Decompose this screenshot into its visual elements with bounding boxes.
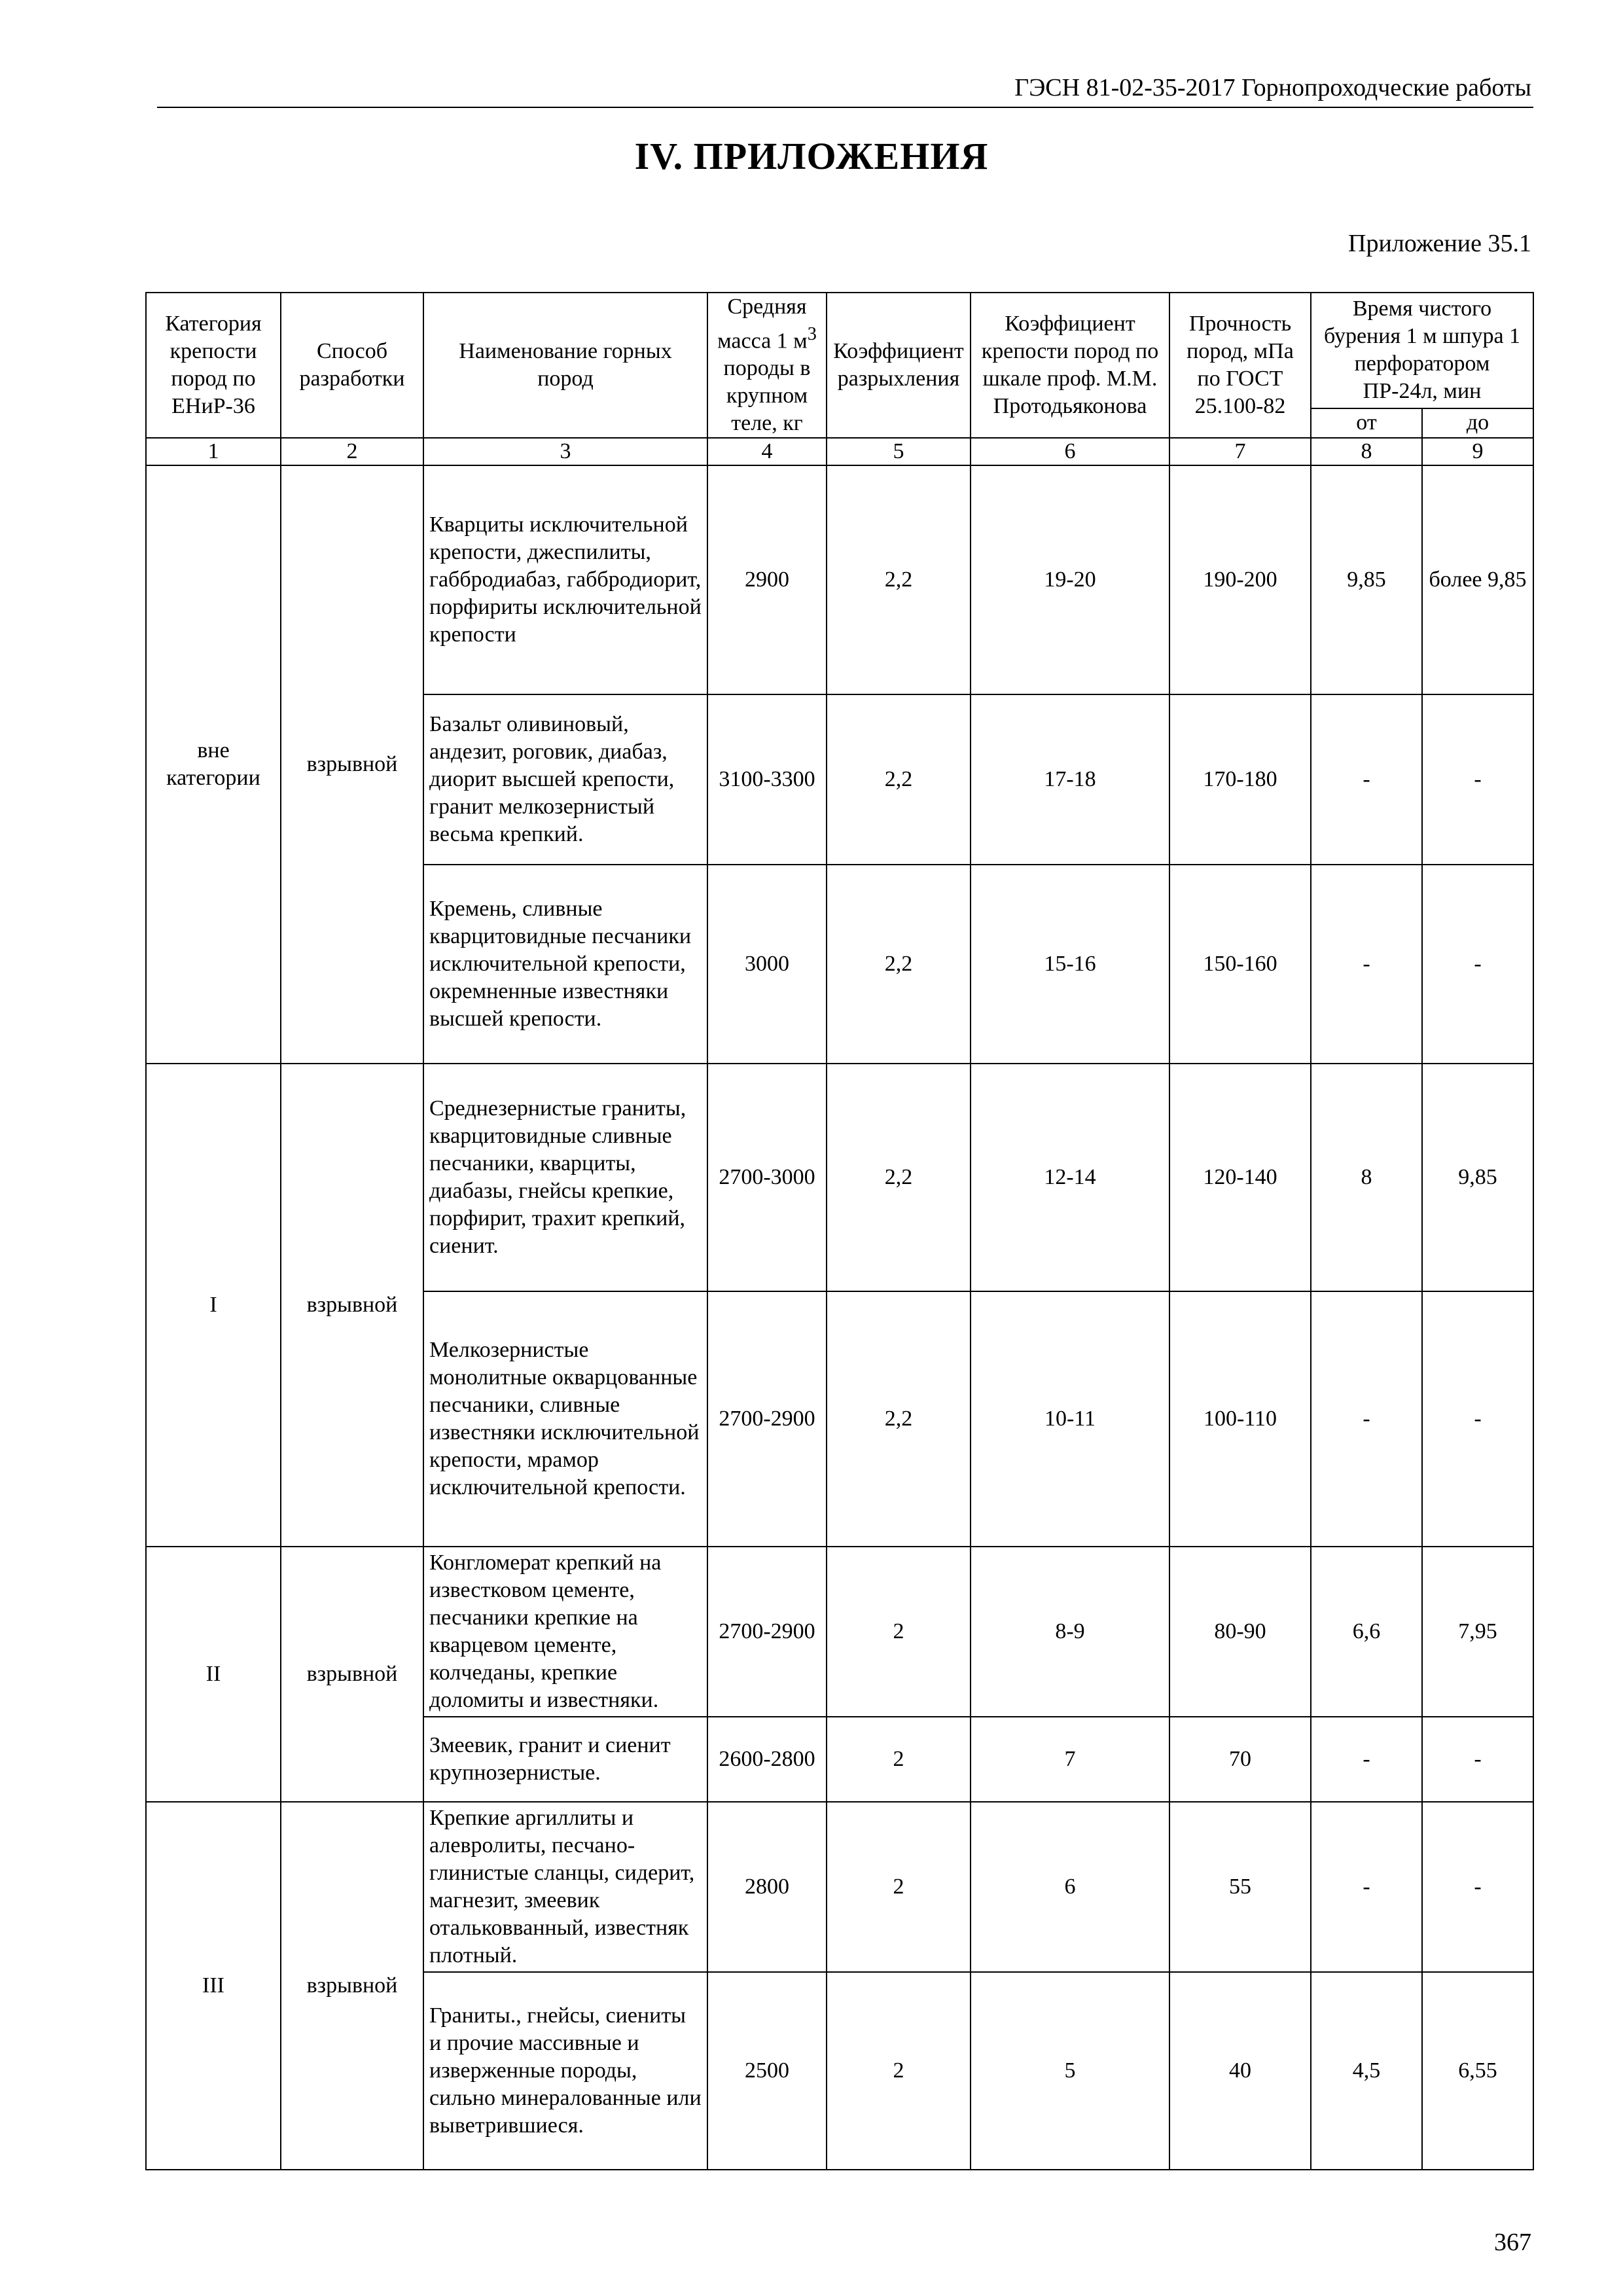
mass-cell: 2500 bbox=[707, 1972, 827, 2170]
rock-name-cell: Кварциты исключительной крепости, джеспилиты, габбродиабаз, габбродиорит, порфириты исключительной крепости bbox=[423, 465, 707, 694]
strength-cell: 120-140 bbox=[1169, 1064, 1311, 1291]
column-number: 1 bbox=[146, 438, 281, 465]
coef-cell: 19-20 bbox=[971, 465, 1169, 694]
rock-name-cell: Змеевик, гранит и сиенит крупнозернистые. bbox=[423, 1717, 707, 1802]
strength-cell: 150-160 bbox=[1169, 865, 1311, 1064]
loosening-cell: 2 bbox=[827, 1972, 971, 2170]
time-from-cell: 4,5 bbox=[1311, 1972, 1422, 2170]
method-cell: взрывной bbox=[281, 1802, 423, 2170]
strength-cell: 170-180 bbox=[1169, 694, 1311, 865]
time-from-cell: - bbox=[1311, 1291, 1422, 1547]
method-cell: взрывной bbox=[281, 1064, 423, 1547]
running-header: ГЭСН 81-02-35-2017 Горнопроходческие работы bbox=[1014, 74, 1531, 101]
coef-cell: 15-16 bbox=[971, 865, 1169, 1064]
header-rock-name: Наименование горных пород bbox=[423, 293, 707, 438]
column-number: 3 bbox=[423, 438, 707, 465]
mass-cell: 3000 bbox=[707, 865, 827, 1064]
strength-cell: 40 bbox=[1169, 1972, 1311, 2170]
time-from-cell: 9,85 bbox=[1311, 465, 1422, 694]
time-to-cell: - bbox=[1422, 1291, 1533, 1547]
rock-name-cell: Среднезернистые граниты, кварцитовидные сливные песчаники, кварциты, диабазы, гнейсы крепкие, порфирит, трахит крепкий, сиенит. bbox=[423, 1064, 707, 1291]
column-number: 9 bbox=[1422, 438, 1533, 465]
coef-cell: 10-11 bbox=[971, 1291, 1169, 1547]
strength-cell: 100-110 bbox=[1169, 1291, 1311, 1547]
time-to-cell: более 9,85 bbox=[1422, 465, 1533, 694]
column-number: 4 bbox=[707, 438, 827, 465]
time-from-cell: - bbox=[1311, 1802, 1422, 1972]
category-cell: II bbox=[146, 1547, 281, 1802]
header-method: Способ разработки bbox=[281, 293, 423, 438]
mass-cell: 2900 bbox=[707, 465, 827, 694]
mass-cell: 3100-3300 bbox=[707, 694, 827, 865]
mass-cell: 2800 bbox=[707, 1802, 827, 1972]
header-drilling-time: Время чистого бурения 1 м шпура 1 перфоратором ПР-24л, мин bbox=[1311, 293, 1533, 408]
header-mass: Средняя масса 1 $м^3$ породы в крупном теле, кг bbox=[707, 293, 827, 438]
column-numbers-row bbox=[146, 438, 1533, 465]
time-from-cell: 6,6 bbox=[1311, 1547, 1422, 1717]
loosening-cell: 2,2 bbox=[827, 694, 971, 865]
coef-cell: 8-9 bbox=[971, 1547, 1169, 1717]
column-number: 6 bbox=[971, 438, 1169, 465]
table-row bbox=[146, 465, 1533, 694]
mass-cell: 2700-2900 bbox=[707, 1291, 827, 1547]
loosening-cell: 2,2 bbox=[827, 1064, 971, 1291]
table-row bbox=[146, 1547, 1533, 1717]
time-from-cell: - bbox=[1311, 1717, 1422, 1802]
time-to-cell: 7,95 bbox=[1422, 1547, 1533, 1717]
mass-cell: 2600-2800 bbox=[707, 1717, 827, 1802]
time-to-cell: 6,55 bbox=[1422, 1972, 1533, 2170]
time-to-cell: - bbox=[1422, 1717, 1533, 1802]
column-number: 2 bbox=[281, 438, 423, 465]
header-strength: Прочность пород, мПа по ГОСТ 25.100-82 bbox=[1169, 293, 1311, 438]
coef-cell: 5 bbox=[971, 1972, 1169, 2170]
category-cell: III bbox=[146, 1802, 281, 2170]
rock-name-cell: Конгломерат крепкий на известковом цементе, песчаники крепкие на кварцевом цементе, колчеданы, крепкие доломиты и известняки. bbox=[423, 1547, 707, 1717]
loosening-cell: 2,2 bbox=[827, 1291, 971, 1547]
rock-name-cell: Мелкозернистые монолитные окварцованные песчаники, сливные известняки исключительной крепости, мрамор исключительной крепости. bbox=[423, 1291, 707, 1547]
rock-name-cell: Базальт оливиновый, андезит, роговик, диабаз, диорит высшей крепости, гранит мелкозернистый весьма крепкий. bbox=[423, 694, 707, 865]
category-cell: I bbox=[146, 1064, 281, 1547]
header-from: от bbox=[1311, 408, 1422, 439]
rock-name-cell: Граниты., гнейсы, сиениты и прочие массивные и изверженные породы, сильно минералованные или выветрившиеся. bbox=[423, 1972, 707, 2170]
time-to-cell: - bbox=[1422, 1802, 1533, 1972]
loosening-cell: 2,2 bbox=[827, 865, 971, 1064]
time-to-cell: 9,85 bbox=[1422, 1064, 1533, 1291]
loosening-cell: 2 bbox=[827, 1717, 971, 1802]
table-row bbox=[146, 1064, 1533, 1291]
loosening-cell: 2,2 bbox=[827, 465, 971, 694]
strength-cell: 190-200 bbox=[1169, 465, 1311, 694]
column-number: 7 bbox=[1169, 438, 1311, 465]
coef-cell: 7 bbox=[971, 1717, 1169, 1802]
coef-cell: 6 bbox=[971, 1802, 1169, 1972]
rock-name-cell: Крепкие аргиллиты и алевролиты, песчано-глинистые сланцы, сидерит, магнезит, змеевик отальковванный, известняк плотный. bbox=[423, 1802, 707, 1972]
column-number: 8 bbox=[1311, 438, 1422, 465]
header-category: Категория крепости пород по ЕНиР-36 bbox=[146, 293, 281, 438]
loosening-cell: 2 bbox=[827, 1547, 971, 1717]
strength-cell: 80-90 bbox=[1169, 1547, 1311, 1717]
strength-cell: 70 bbox=[1169, 1717, 1311, 1802]
time-from-cell: 8 bbox=[1311, 1064, 1422, 1291]
method-cell: взрывной bbox=[281, 465, 423, 1064]
coef-cell: 12-14 bbox=[971, 1064, 1169, 1291]
header-protodyakonov: Коэффициент крепости пород по шкале проф. М.М. Протодьяконова bbox=[971, 293, 1169, 438]
table-row bbox=[146, 1802, 1533, 1972]
column-number: 5 bbox=[827, 438, 971, 465]
method-cell: взрывной bbox=[281, 1547, 423, 1802]
time-to-cell: - bbox=[1422, 865, 1533, 1064]
appendix-label: Приложение 35.1 bbox=[1348, 230, 1531, 257]
mass-cell: 2700-2900 bbox=[707, 1547, 827, 1717]
time-to-cell: - bbox=[1422, 694, 1533, 865]
rock-strength-table bbox=[145, 292, 1534, 2170]
mass-cell: 2700-3000 bbox=[707, 1064, 827, 1291]
time-from-cell: - bbox=[1311, 865, 1422, 1064]
page-number: 367 bbox=[1494, 2229, 1531, 2256]
header-loosening: Коэффициент разрыхления bbox=[827, 293, 971, 438]
header-rule bbox=[157, 107, 1533, 108]
category-cell: вне категории bbox=[146, 465, 281, 1064]
section-title: IV. ПРИЛОЖЕНИЯ bbox=[634, 135, 989, 177]
coef-cell: 17-18 bbox=[971, 694, 1169, 865]
time-from-cell: - bbox=[1311, 694, 1422, 865]
rock-name-cell: Кремень, сливные кварцитовидные песчаники исключительной крепости, окремненные известняки высшей крепости. bbox=[423, 865, 707, 1064]
loosening-cell: 2 bbox=[827, 1802, 971, 1972]
header-to: до bbox=[1422, 408, 1533, 439]
strength-cell: 55 bbox=[1169, 1802, 1311, 1972]
